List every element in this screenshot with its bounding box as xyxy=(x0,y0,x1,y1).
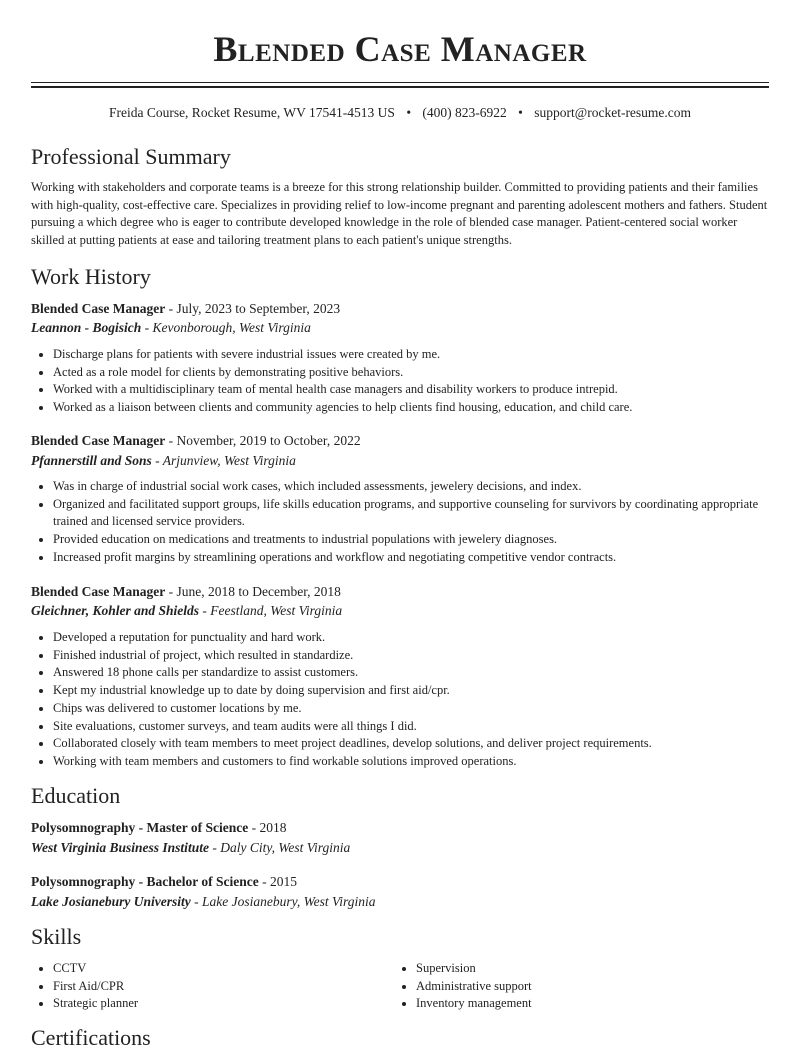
job-company: Gleichner, Kohler and Shields xyxy=(31,603,200,618)
job-bullets xyxy=(31,346,771,417)
list-item: • Working with team members and customers to find workable solutions improved operations. xyxy=(53,753,771,771)
resume-name: Blended Case Manager xyxy=(213,29,587,69)
skills-column-left xyxy=(31,960,394,1013)
job-bullets xyxy=(31,629,771,771)
list-item: • Worked as a liaison between clients and community agencies to help clients find housing, education, and child care. xyxy=(53,399,771,417)
education-location: - Daly City, West Virginia xyxy=(208,840,351,855)
education-degree: Polysomnography - Bachelor of Science xyxy=(31,874,259,889)
education-school: Lake Josianebury University xyxy=(31,894,191,909)
list-item: • Kept my industrial knowledge up to date by doing supervision and first aid/cpr. xyxy=(53,682,771,700)
work-history-heading: Work History xyxy=(31,264,151,289)
education-school-line xyxy=(31,893,771,911)
summary-heading: Professional Summary xyxy=(31,144,231,169)
list-item: • Collaborated closely with team members to meet project deadlines, develop solutions, and deliver project requirements. xyxy=(53,735,771,753)
list-item: • Supervision xyxy=(416,960,757,978)
job-title: Blended Case Manager xyxy=(31,301,166,316)
list-item: • Provided education on medications and treatments to industrial populations with jewelery diagnoses. xyxy=(53,531,771,549)
education-header xyxy=(31,873,771,891)
certifications-heading: Certifications xyxy=(31,1025,151,1050)
education-year: - 2015 xyxy=(258,874,297,889)
job-header xyxy=(31,583,771,601)
contact-phone: (400) 823-6922 xyxy=(422,105,507,120)
list-item: • Was in charge of industrial social work cases, which included assessments, jewelery decisions, and index. xyxy=(53,478,771,496)
list-item: • Site evaluations, customer surveys, and team audits were all things I did. xyxy=(53,718,771,736)
list-item: • Inventory management xyxy=(416,995,757,1013)
job-title: Blended Case Manager xyxy=(31,433,166,448)
education-heading: Education xyxy=(31,783,121,808)
job-title: Blended Case Manager xyxy=(31,584,166,599)
job-dates: - July, 2023 to September, 2023 xyxy=(165,301,341,316)
contact-separator: • xyxy=(406,105,412,120)
education-header xyxy=(31,819,771,837)
job-company: Leannon - Bogisich xyxy=(31,320,142,335)
contact-email: support@rocket-resume.com xyxy=(534,105,692,120)
list-item: • Acted as a role model for clients by demonstrating positive behaviors. xyxy=(53,364,771,382)
header-divider-thick xyxy=(31,86,769,88)
job-employer xyxy=(31,602,771,620)
job-employer xyxy=(31,452,771,470)
header-divider-thin xyxy=(31,82,769,83)
education-school-line xyxy=(31,839,771,857)
list-item: • Organized and facilitated support groups, life skills education programs, and supportive counseling for survivors by coordinating appropriate trained and licensed service providers. xyxy=(53,496,771,531)
job-location: - Feestland, West Virginia xyxy=(199,603,343,618)
list-item: • First Aid/CPR xyxy=(53,978,394,996)
education-school: West Virginia Business Institute xyxy=(31,840,209,855)
list-item: • Administrative support xyxy=(416,978,757,996)
contact-separator: • xyxy=(518,105,523,120)
job-bullets xyxy=(31,478,771,567)
list-item: • Developed a reputation for punctuality and hard work. xyxy=(53,629,771,647)
education-location: - Lake Josianebury, West Virginia xyxy=(190,894,376,909)
contact-line xyxy=(0,104,800,122)
education-degree: Polysomnography - Master of Science xyxy=(31,820,249,835)
job-company: Pfannerstill and Sons xyxy=(31,453,152,468)
job-header xyxy=(31,300,771,318)
job-header xyxy=(31,432,771,450)
list-item: • Answered 18 phone calls per standardize to assist customers. xyxy=(53,664,771,682)
job-location: - Arjunview, West Virginia xyxy=(151,453,296,468)
list-item: • Finished industrial of project, which resulted in standardize. xyxy=(53,647,771,665)
list-item: • Worked with a multidisciplinary team of mental health case managers and disability workers to produce intrepid. xyxy=(53,381,771,399)
summary-text: Working with stakeholders and corporate teams is a breeze for this strong relationship builder. Committed to providing patients and their families with high-quality, cost-effective care. Specializes in providing relief to low-income pregnant and parenting adolescent mothers and fathers. Student pursuing a which degree who is eager to contribute developed knowledge in the role of blended case manager. Patient-centered social worker skilled at putting patients at ease and tailoring treatment plans to each patient's unique strengths. xyxy=(31,180,768,248)
contact-address: Freida Course, Rocket Resume, WV 17541-4513 US xyxy=(108,105,395,120)
list-item: • Strategic planner xyxy=(53,995,394,1013)
list-item: • Chips was delivered to customer locations by me. xyxy=(53,700,771,718)
job-dates: - June, 2018 to December, 2018 xyxy=(165,584,341,599)
skills-column-right xyxy=(394,960,757,1013)
education-year: - 2018 xyxy=(248,820,287,835)
list-item: • Discharge plans for patients with severe industrial issues were created by me. xyxy=(53,346,771,364)
skills-list xyxy=(31,960,771,1013)
job-location: - Kevonborough, West Virginia xyxy=(141,320,311,335)
list-item: • CCTV xyxy=(53,960,394,978)
list-item: • Increased profit margins by streamlining operations and workflow and negotiating competitive vendor contracts. xyxy=(53,549,771,567)
job-dates: - November, 2019 to October, 2022 xyxy=(165,433,361,448)
job-employer xyxy=(31,319,771,337)
skills-heading: Skills xyxy=(31,924,82,949)
